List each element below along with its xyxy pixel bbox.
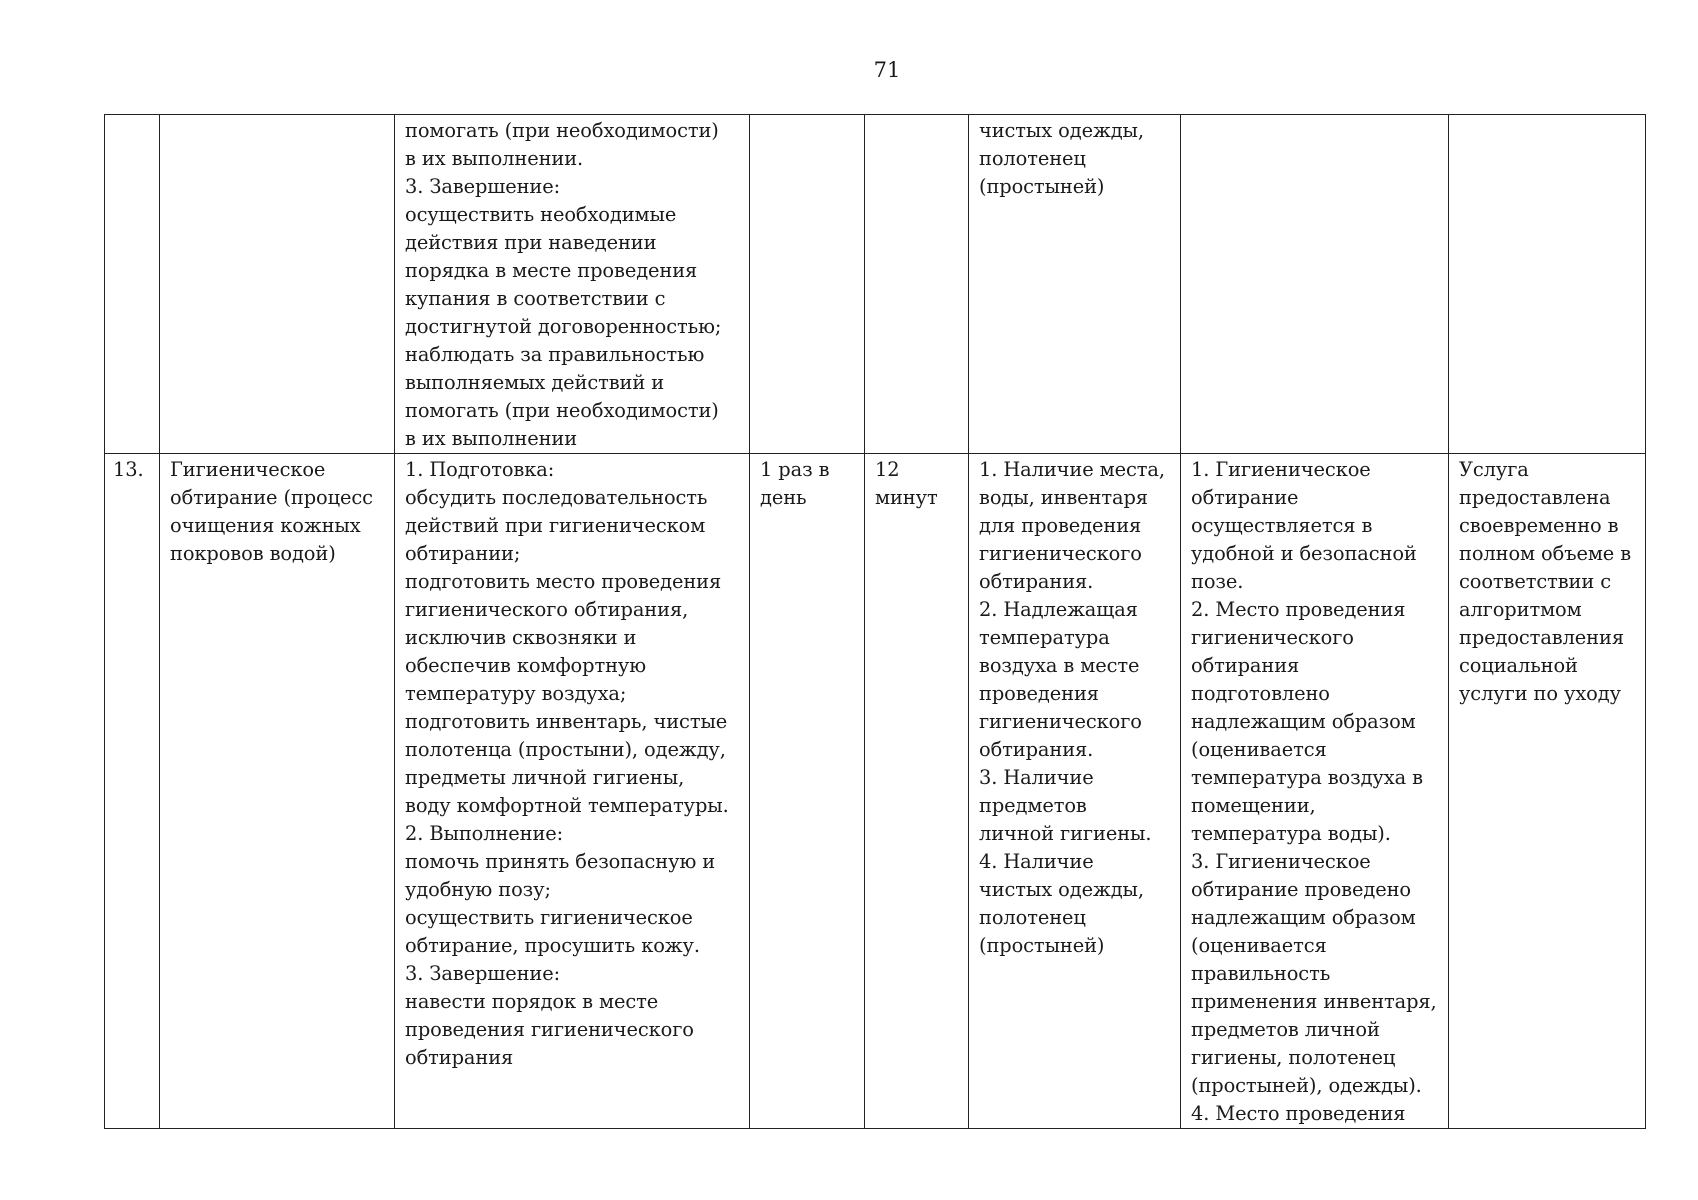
quality-criteria-cell [1181,115,1449,454]
result-cell: Услуга предоставлена своевременно в полном объеме в соответствии с алгоритмом предоставления социальной услуги по уходу [1449,454,1646,1129]
row-number-cell [105,115,160,454]
quality-criteria-cell: 1. Гигиеническое обтирание осуществляется в удобной и безопасной позе. 2. Место проведения гигиенического обтирания подготовлено надлежащим образом (оценивается температура воздуха в помещении, температура воды). 3. Гигиеническое обтирание проведено надлежащим образом (оценивается правильность применения инвентаря, предметов личной гигиены, полотенец (простыней), одежды). 4. Место проведения [1181,454,1449,1129]
service-name-cell [160,115,395,454]
frequency-cell: 1 раз в день [750,454,865,1129]
frequency-cell [750,115,865,454]
algorithm-cell: 1. Подготовка: обсудить последовательность действий при гигиеническом обтирании; подготовить место проведения гигиенического обтирания, исключив сквозняки и обеспечив комфортную температуру воздуха; подготовить инвентарь, чистые полотенца (простыни), одежду, предметы личной гигиены, воду комфортной температуры. 2. Выполнение: помочь принять безопасную и удобную позу; осуществить гигиеническое обтирание, просушить кожу. 3. Завершение: навести порядок в месте проведения гигиенического обтирания [395,454,750,1129]
services-table [104,114,1646,1129]
table-row [105,115,1646,454]
conditions-cell: 1. Наличие места, воды, инвентаря для проведения гигиенического обтирания. 2. Надлежащая температура воздуха в месте проведения гигиенического обтирания. 3. Наличие предметов личной гигиены. 4. Наличие чистых одежды, полотенец (простыней) [969,454,1181,1129]
row-number-cell: 13. [105,454,160,1129]
conditions-cell: чистых одежды, полотенец (простыней) [969,115,1181,454]
algorithm-cell: помогать (при необходимости) в их выполнении. 3. Завершение: осуществить необходимые действия при наведении порядка в месте проведения купания в соответствии с достигнутой договоренностью; наблюдать за правильностью выполняемых действий и помогать (при необходимости) в их выполнении [395,115,750,454]
duration-cell [865,115,969,454]
table-row [105,454,1646,1129]
service-name-cell: Гигиеническое обтирание (процесс очищения кожных покровов водой) [160,454,395,1129]
result-cell [1449,115,1646,454]
page-number: 71 [873,58,901,82]
duration-cell: 12 минут [865,454,969,1129]
